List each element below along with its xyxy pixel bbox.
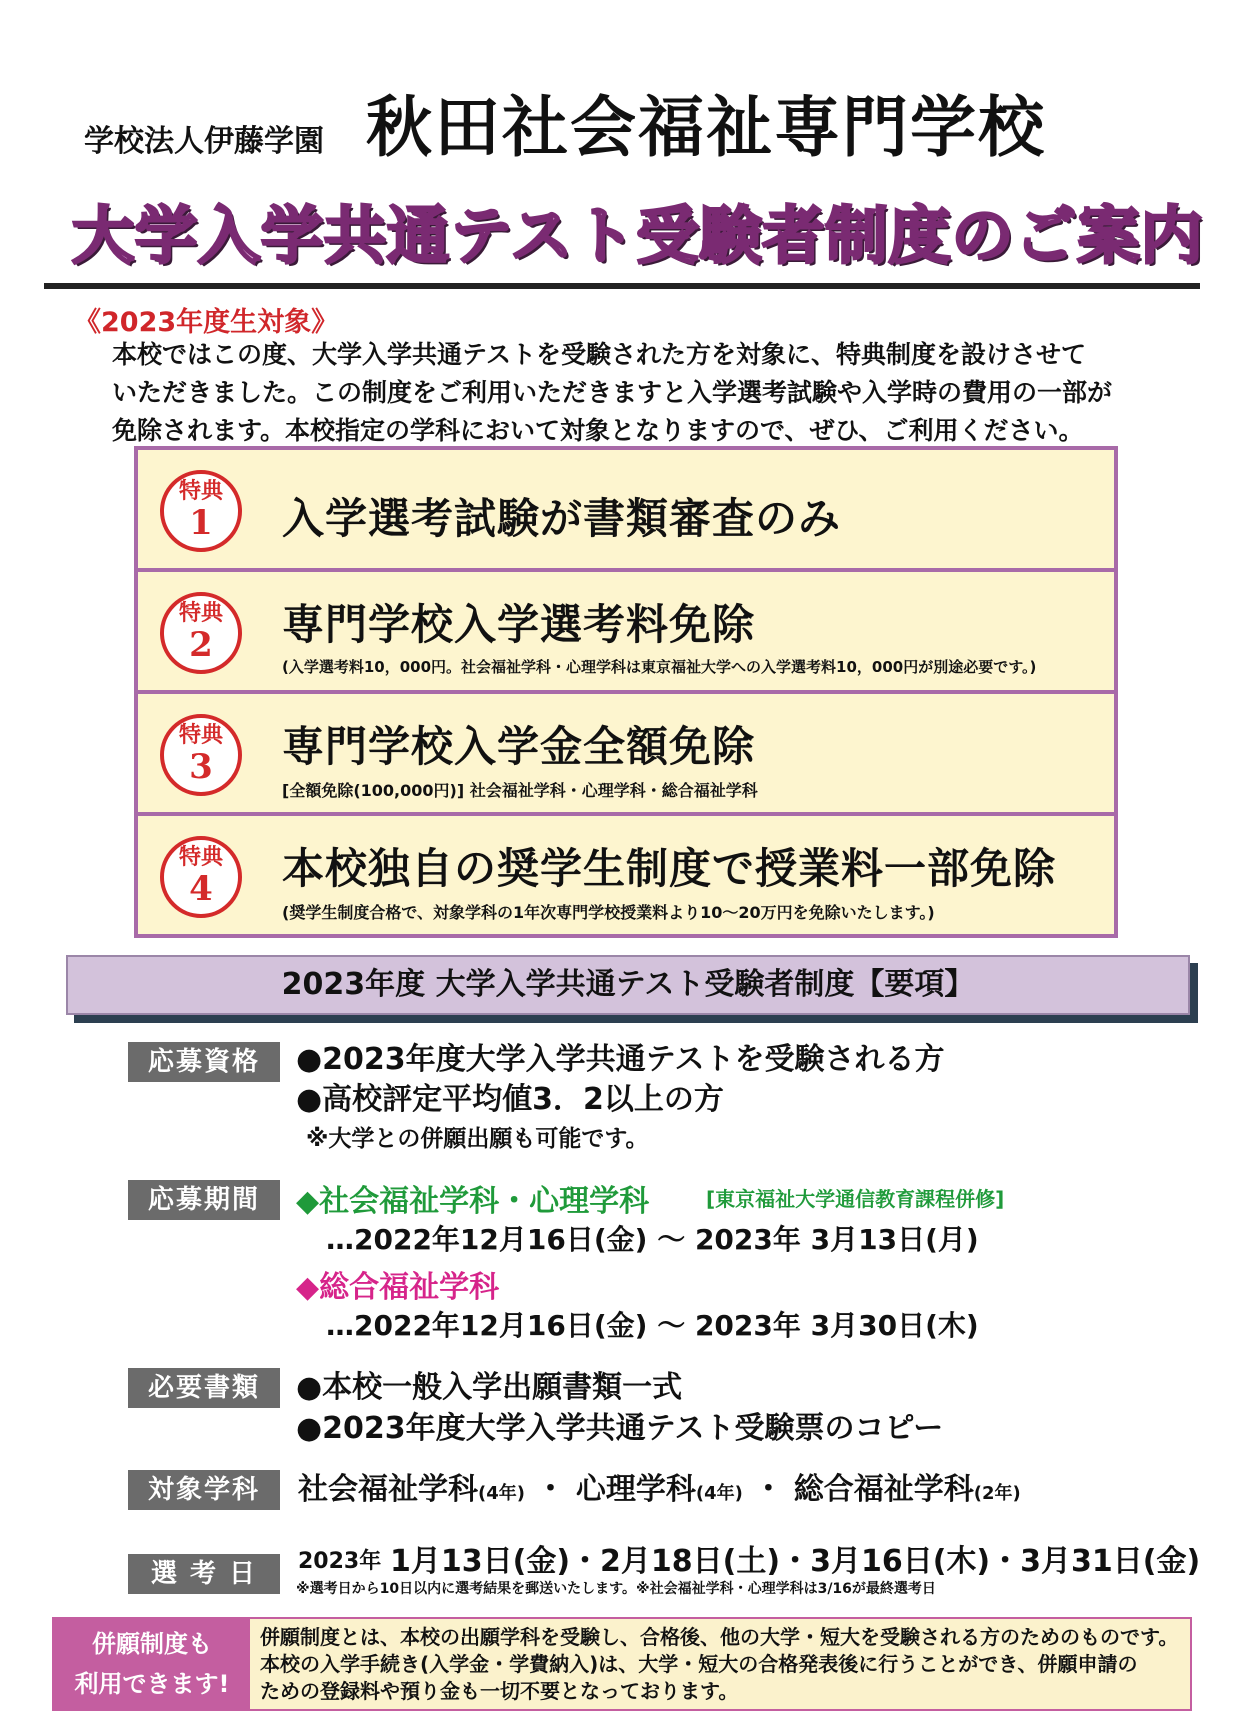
benefit-note: (奨学生制度合格で、対象学科の1年次専門学校授業料より10〜20万円を免除いたします。): [282, 903, 935, 922]
heigan-line: ための登録料や預り金も一切不要となっております。: [260, 1679, 739, 1703]
benefit-title: 入学選考試験が書類審査のみ: [282, 494, 842, 543]
eligibility-label: 応募資格: [128, 1042, 280, 1082]
benefit-badge: 特典 4: [160, 836, 242, 918]
departments-label: 対象学科: [128, 1470, 280, 1510]
intro-line: 免除されます。本校指定の学科において対象となりますので、ぜひ、ご利用ください。: [112, 416, 1084, 445]
eligibility-item: ●2023年度大学入学共通テストを受験される方: [296, 1042, 945, 1077]
documents-label: 必要書類: [128, 1368, 280, 1408]
benefit-badge: 特典 1: [160, 470, 242, 552]
page-headline: 大学入学共通テスト受験者制度のご案内: [72, 199, 1204, 272]
exam-dates-note: ※選考日から10日以内に選考結果を郵送いたします。※社会福祉学科・心理学科は3/16が最終選考日: [296, 1581, 936, 1597]
exam-year: 2023年: [298, 1549, 382, 1574]
intro-line: 本校ではこの度、大学入学共通テストを受験された方を対象に、特典制度を設けさせて: [112, 340, 1087, 369]
benefit-title: 専門学校入学金全額免除: [282, 722, 756, 771]
heigan-label: 併願制度も 利用できます!: [54, 1619, 250, 1709]
eligibility-item: ●高校評定平均値3．2以上の方: [296, 1082, 724, 1117]
intro-paragraph: [112, 336, 1172, 450]
period-dept2-dates: …2022年12月16日(金) 〜 2023年 3月30日(木): [326, 1309, 979, 1342]
school-name: 秋田社会福祉専門学校: [366, 89, 1046, 166]
benefit-3: [134, 690, 1118, 816]
corporation-name: 学校法人伊藤学園: [84, 124, 324, 159]
period-label: 応募期間: [128, 1180, 280, 1220]
outline-title: 2023年度 大学入学共通テスト受験者制度【要項】: [66, 955, 1190, 1015]
benefit-4: [134, 812, 1118, 938]
exam-dates: 1月13日(金)・2月18日(土)・3月16日(木)・3月31日(金): [390, 1544, 1201, 1579]
intro-line: いただきました。この制度をご利用いただきますと入学選考試験や入学時の費用の一部が: [112, 378, 1113, 407]
benefit-badge: 特典 2: [160, 592, 242, 674]
target-year: 《2023年度生対象》: [74, 307, 339, 338]
target-departments: 社会福祉学科(4年) ・ 心理学科(4年) ・ 総合福祉学科(2年): [298, 1472, 1021, 1507]
period-dept2: ◆総合福祉学科: [296, 1270, 500, 1305]
benefit-title: 本校独自の奨学生制度で授業料一部免除: [282, 844, 1057, 893]
period-dept1-dates: …2022年12月16日(金) 〜 2023年 3月13日(月): [326, 1223, 979, 1256]
benefit-note: (入学選考料10，000円。社会福祉学科・心理学科は東京福祉大学への入学選考料10，000円が別途必要です。): [282, 658, 1037, 676]
benefit-1: [134, 446, 1118, 572]
heigan-line: 併願制度とは、本校の出願学科を受験し、合格後、他の大学・短大を受験される方のためのものです。: [260, 1625, 1179, 1649]
eligibility-note: ※大学との併願出願も可能です。: [306, 1126, 649, 1152]
benefit-title: 専門学校入学選考料免除: [282, 600, 756, 649]
heigan-text: [260, 1624, 1178, 1705]
period-dept1: ◆社会福祉学科・心理学科: [296, 1184, 650, 1219]
period-dept1-note: [東京福祉大学通信教育課程併修]: [706, 1187, 1005, 1211]
header-divider: [44, 283, 1200, 289]
benefit-2: [134, 568, 1118, 694]
documents-item: ●2023年度大学入学共通テスト受験票のコピー: [296, 1411, 944, 1446]
documents-item: ●本校一般入学出願書類一式: [296, 1370, 683, 1405]
exam-dates-label: 選 考 日: [128, 1554, 280, 1594]
benefit-badge: 特典 3: [160, 714, 242, 796]
heigan-line: 本校の入学手続き(入学金・学費納入)は、大学・短大の合格発表後に行うことができ、併願申請の: [260, 1652, 1138, 1676]
benefit-note: [全額免除(100,000円)] 社会福祉学科・心理学科・総合福祉学科: [282, 781, 758, 800]
